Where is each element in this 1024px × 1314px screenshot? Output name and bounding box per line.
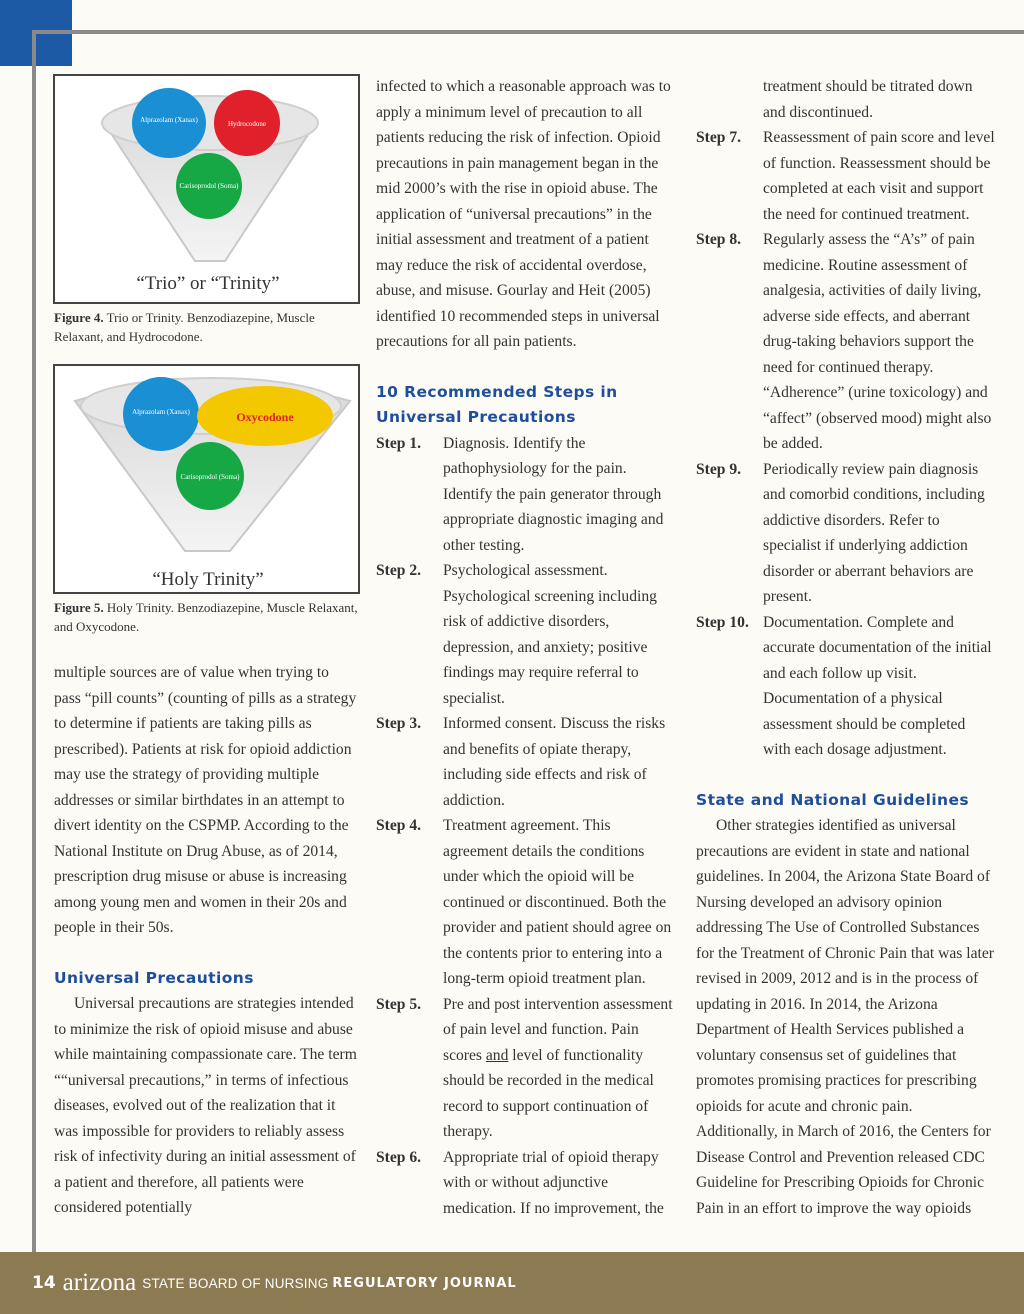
funnel-diagram	[55, 366, 358, 592]
underlined-word: and	[485, 1046, 509, 1064]
caption-text: Holy Trinity. Benzodiazepine, Muscle Relaxant, and Oxycodone.	[54, 600, 358, 634]
top-rule	[34, 30, 1024, 34]
step-text: Periodically review pain diagnosis and comorbid conditions, including addictive disorders. Refer to specialist if underlying addiction disorder or aberrant behaviors are present.	[763, 460, 985, 605]
step-item	[376, 992, 676, 1145]
caption-label: Figure 4.	[54, 310, 104, 325]
step-label: Step 10.	[696, 613, 749, 631]
figure-title: “Trio” or “Trinity”	[136, 273, 280, 294]
section-heading-state-national-guidelines: State and National Guidelines	[696, 790, 970, 809]
step-item	[376, 1145, 676, 1222]
page-number: 14	[32, 1273, 56, 1293]
body-paragraph: Universal precautions are strategies intended to minimize the risk of opioid misuse and abuse while maintaining compassionate care. The term ““universal precautions,” in terms of infectious diseases, evolved out of the realization that it was impossible for providers to reliably assess risk of infectivity during an initial assessment of a patient and therefore, all patients were considered potentially	[54, 995, 357, 1216]
column-3	[696, 74, 996, 1221]
circle-label: Alprazolam (Xanax)	[140, 116, 198, 124]
step-label: Step 7.	[696, 129, 742, 146]
figure-5-holy-trinity	[53, 364, 360, 594]
body-paragraph: infected to which a reasonable approach was to apply a minimum level of precaution to all patients reducing the risk of infection. Opioid precautions in pain management began in the mid 2000’s with the rise in opioid abuse. The application of “universal precautions” in the initial assessment and treatment of a patient may reduce the risk of accidental overdose, abuse, and misuse. Gourlay and Heit (2005) identified 10 recommended steps in universal precautions for all pain patients.	[376, 78, 671, 350]
step-item	[376, 558, 676, 711]
figure-title: “Holy Trinity”	[152, 569, 264, 590]
step-label: Step 3.	[376, 715, 422, 732]
step-text: Treatment agreement. This agreement details the conditions under which the opioid will be continued or discontinued. Both the provider and patient should agree on the contents prior to entering into a long-term opioid treatment plan.	[443, 817, 672, 987]
step-text: Regularly assess the “A’s” of pain medicine. Routine assessment of analgesia, activities of daily living, adverse side effects, and aberrant drug-taking behaviors support the need for continued therapy. “Adherence” (urine toxicology) and “affect” (observed mood) might also be added.	[763, 231, 992, 452]
step-label: Step 6.	[376, 1148, 422, 1166]
journal-name: REGULATORY JOURNAL	[332, 1275, 517, 1291]
brand-name: arizona	[62, 1269, 137, 1296]
circle-label: Carisoprodol (Soma)	[180, 473, 240, 481]
step-text: Documentation. Complete and accurate documentation of the initial and each follow up visit. Documentation of a physical assessment should be completed with each dosage adjustment.	[763, 613, 992, 758]
section-heading-universal-precautions: Universal Precautions	[54, 968, 254, 987]
funnel-diagram	[55, 76, 358, 302]
step-item	[696, 227, 996, 457]
page-footer	[0, 1252, 1024, 1314]
board-name: STATE BOARD OF NURSING	[142, 1275, 329, 1291]
body-paragraph: multiple sources are of value when trying to pass “pill counts” (counting of pills as a strategy to determine if patients are taking pills as prescribed). Patients at risk for opioid addiction may use the strategy of providing multiple addresses or similar birthdates in an attempt to divert identity on the CSPMP. According to the National Institute on Drug Abuse, as of 2014, prescription drug misuse or abuse is increasing among young men and women in their 20s and people in their 50s.	[54, 664, 357, 936]
step-item	[376, 813, 676, 992]
step-text: Reassessment of pain score and level of function. Reassessment should be completed at each visit and support the need for continued treatment.	[763, 129, 995, 223]
step-text: Psychological assessment. Psychological screening including risk of addictive disorders, depression, and anxiety; positive findings may require referral to specialist.	[443, 562, 657, 707]
circle-label: Alprazolam (Xanax)	[132, 408, 190, 416]
step-6-continuation: treatment should be titrated down and discontinued.	[763, 78, 973, 121]
figure-5-caption	[54, 598, 359, 636]
step-label: Step 4.	[376, 817, 422, 834]
caption-label: Figure 5.	[54, 600, 104, 615]
circle-label: Hydrocodone	[227, 120, 267, 128]
step-item	[696, 457, 996, 610]
section-heading-recommended-steps: 10 Recommended Steps in Universal Precautions	[376, 382, 618, 426]
step-label: Step 5.	[376, 995, 422, 1013]
step-label: Step 8.	[696, 231, 742, 248]
circle-label: Oxycodone	[236, 410, 294, 424]
step-text: Informed consent. Discuss the risks and benefits of opiate therapy, including side effects and risk of addiction.	[443, 715, 666, 809]
step-item	[696, 610, 996, 763]
step-label: Step 1.	[376, 434, 422, 452]
step-label: Step 9.	[696, 460, 742, 478]
step-item	[376, 431, 676, 559]
step-text: Pre and post intervention assessment of pain level and function. Pain scores and level of functionality should be recorded in the medical record to support continuation of therapy.	[443, 995, 673, 1140]
column-2	[376, 74, 676, 1221]
step-item	[376, 711, 676, 813]
figure-4-trio	[53, 74, 360, 304]
left-rule	[32, 30, 36, 1252]
circle-label: Carisoprodol (Soma)	[179, 182, 239, 190]
step-label: Step 2.	[376, 562, 422, 579]
caption-text: Trio or Trinity. Benzodiazepine, Muscle Relaxant, and Hydrocodone.	[54, 310, 315, 344]
step-text: Appropriate trial of opioid therapy with or without adjunctive medication. If no improvement, the	[443, 1148, 664, 1217]
column-1	[54, 660, 359, 1221]
step-text: Diagnosis. Identify the pathophysiology for the pain. Identify the pain generator through appropriate diagnostic imaging and other testing.	[443, 434, 664, 554]
body-paragraph: Other strategies identified as universal precautions are evident in state and national guidelines. In 2004, the Arizona State Board of Nursing developed an advisory opinion addressing The Use of Controlled Substances for the Treatment of Chronic Pain that was later revised in 2009, 2012 and is in the process of updating in 2016. In 2014, the Arizona Department of Health Services published a voluntary consensus set of guidelines that promotes promising practices for prescribing opioids for acute and chronic pain. Additionally, in March of 2016, the Centers for Disease Control and Prevention released CDC Guideline for Prescribing Opioids for Chronic Pain in an effort to improve the way opioids	[696, 817, 994, 1217]
figure-4-caption	[54, 308, 359, 346]
step-item	[696, 125, 996, 227]
